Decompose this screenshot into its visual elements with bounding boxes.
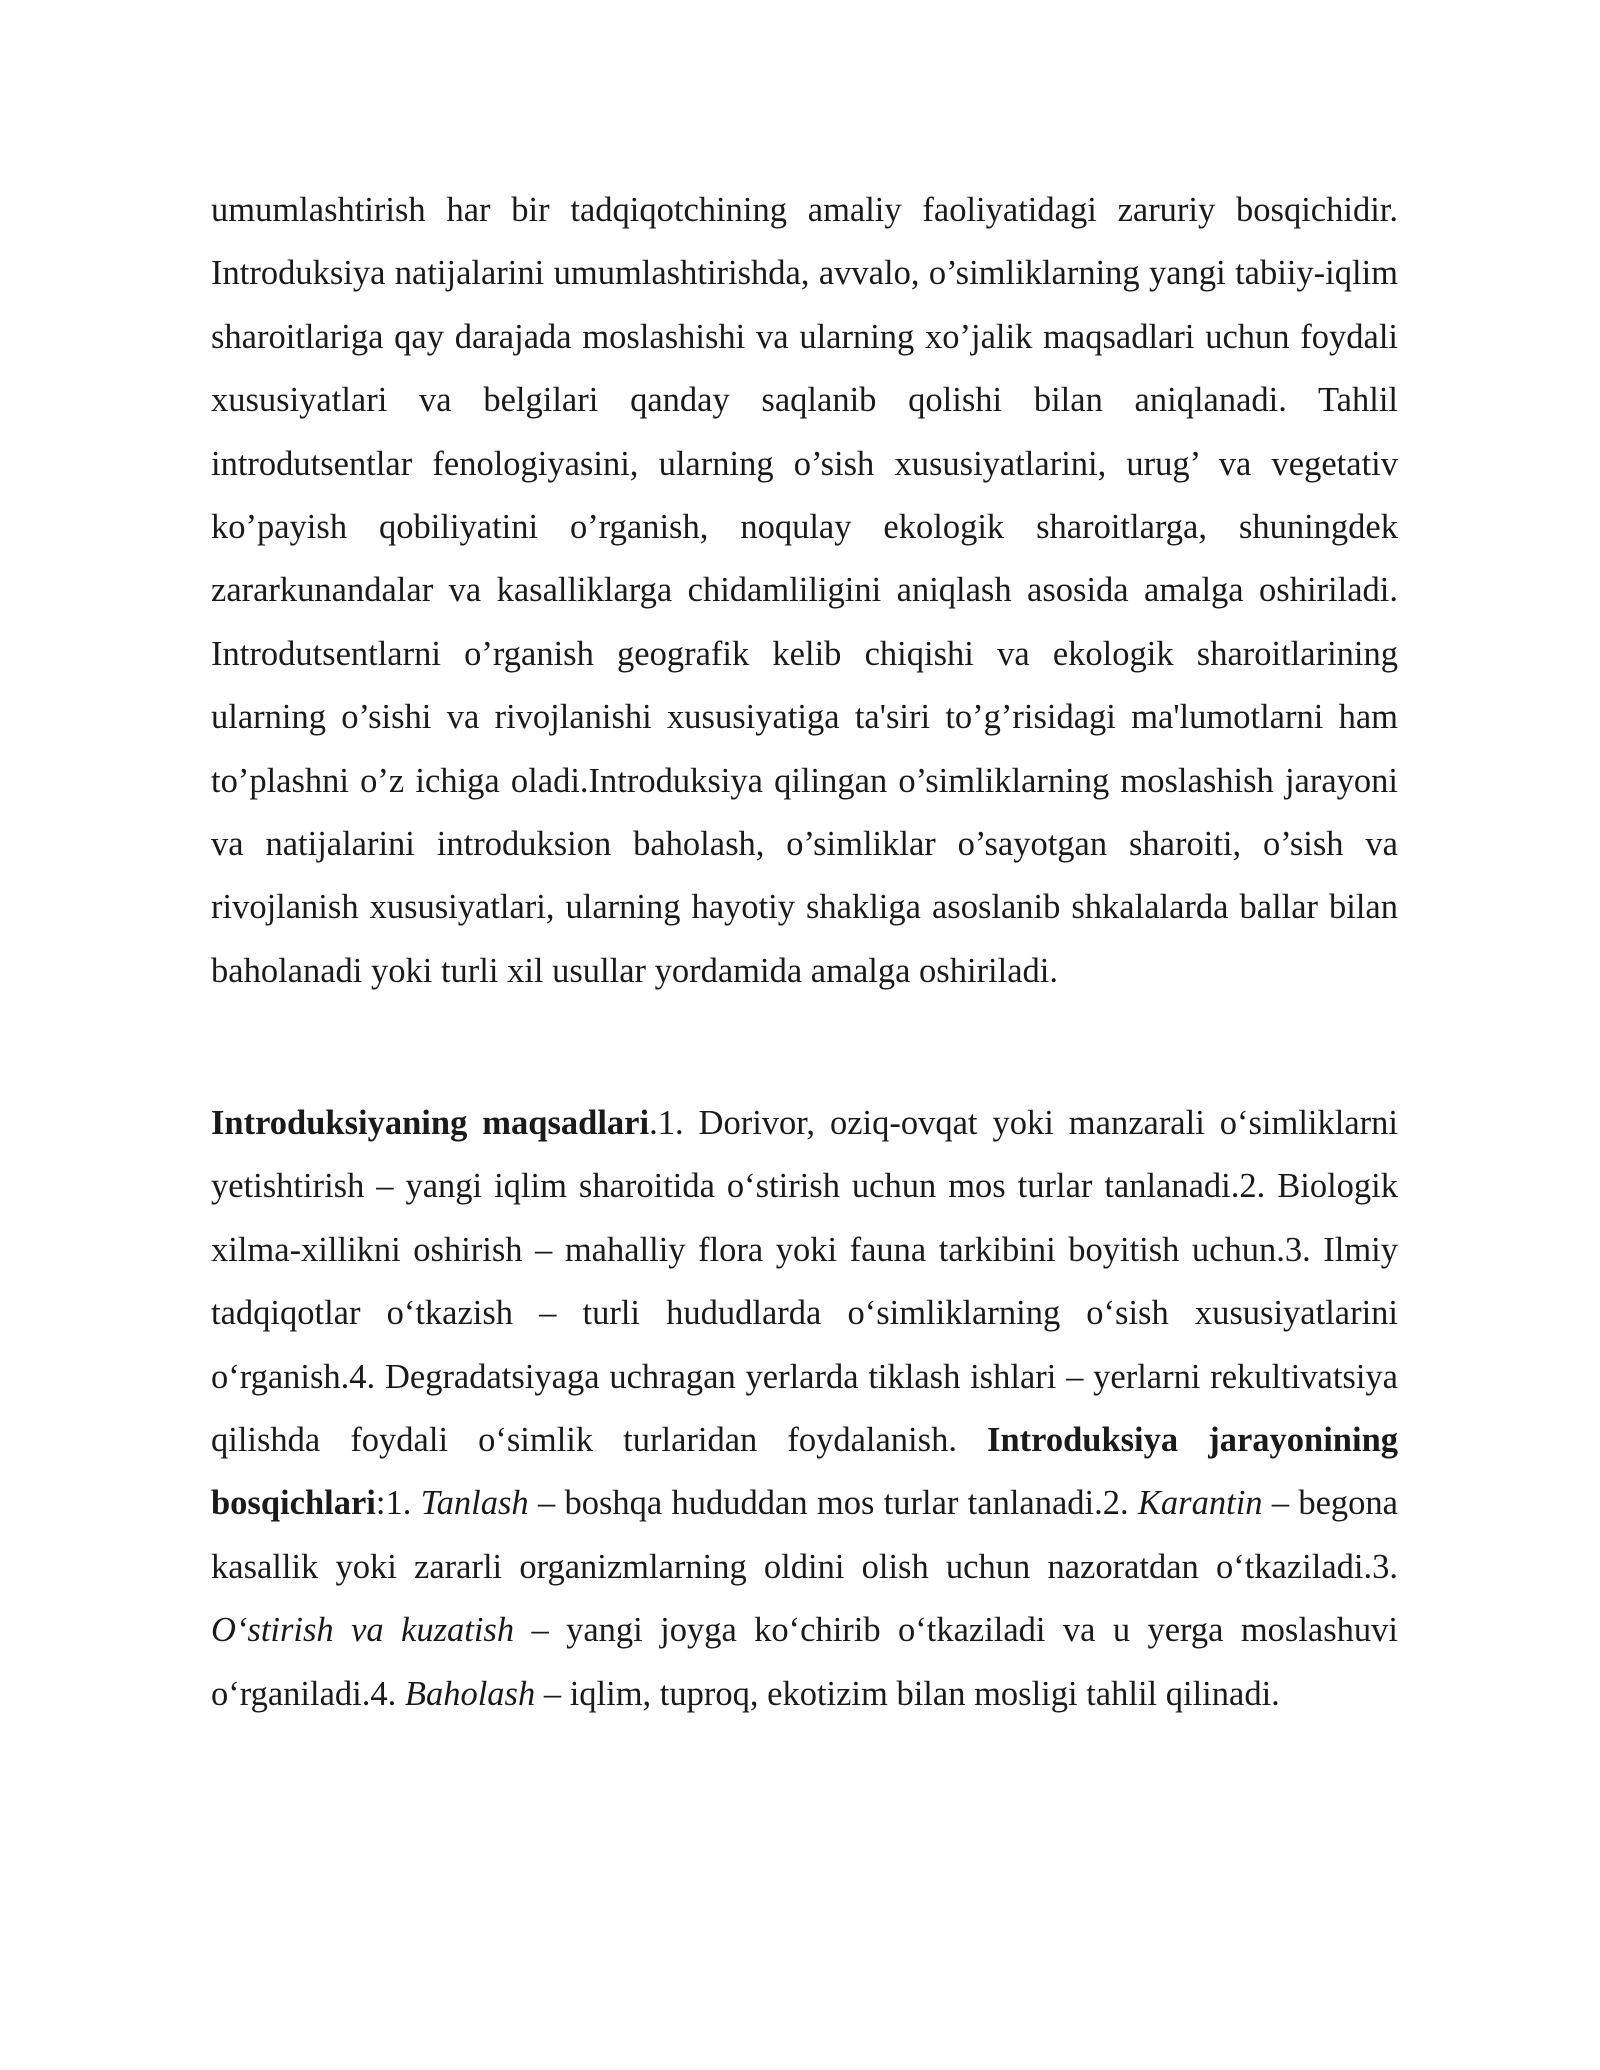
goals-heading: Introduksiyaning maqsadlari xyxy=(211,1104,650,1142)
paragraph-goals-and-stages xyxy=(211,1092,1398,1726)
stage1-prefix: :1. xyxy=(375,1484,421,1523)
goals-text: .1. Dorivor, oziq-ovqat yoki manzarali o‘simliklarni yetishtirish – yangi iqlim sharoitida o‘stirish uchun mos turlar tanlanadi.2. Biologik xilma-xillikni oshirish – mahalliy flora yoki fauna tarkibini boyitish uchun.3. Ilmiy tadqiqotlar o‘tkazish – turli hududlarda o‘simliklarning o‘sish xususiyatlarini o‘rganish.4. Degradatsiyaga uchragan yerlarda tiklash ishlari – yerlarni rekultivatsiya qilishda foydali o‘simlik turlaridan foydalanish. xyxy=(211,1104,1398,1460)
stage1-name: Tanlash xyxy=(420,1484,529,1523)
stages-heading: Introduksiya jarayonining bosqichlari xyxy=(211,1421,1398,1523)
stage3-name: O‘stirish va kuzatish xyxy=(211,1611,515,1650)
stage2-text: – begona kasallik yoki zararli organizmlarning oldini olish uchun nazoratdan o‘tkaziladi.3. xyxy=(211,1484,1398,1586)
stage1-text: – boshqa hududdan mos turlar tanlanadi.2. xyxy=(528,1484,1138,1523)
stage3-text: – yangi joyga ko‘chirib o‘tkaziladi va u yerga moslashuvi o‘rganiladi.4. xyxy=(211,1611,1398,1713)
stage4-text: – iqlim, tuproq, ekotizim bilan mosligi tahlil qilinadi. xyxy=(535,1674,1280,1713)
stage4-name: Baholash xyxy=(404,1674,536,1713)
paragraph-generalization: umumlashtirish har bir tadqiqotchining amaliy faoliyatidagi zaruriy bosqichidir. Introduksiya natijalarini umumlashtirishda, avvalo, o’simliklarning yangi tabiiy-iqlim sharoitlariga qay darajada moslashishi va ularning xo’jalik maqsadlari uchun foydali xususiyatlari va belgilari qanday saqlanib qolishi bilan aniqlanadi. Tahlil introdutsentlar fenologiyasini, ularning o’sish xususiyatlarini, urug’ va vegetativ ko’payish qobiliyatini o’rganish, noqulay ekologik sharoitlarga, shuningdek zararkunandalar va kasalliklarga chidamliligini aniqlash asosida amalga oshiriladi. Introdutsentlarni o’rganish geografik kelib chiqishi va ekologik sharoitlarining ularning o’sishi va rivojlanishi xususiyatiga ta'siri to’g’risidagi ma'lumotlarni ham to’plashni o’z ichiga oladi.Introduksiya qilingan o’simliklarning moslashish jarayoni va natijalarini introduksion baholash, o’simliklar o’sayotgan sharoiti, o’sish va rivojlanish xususiyatlari, ularning hayotiy shakliga asoslanib shkalalarda ballar bilan baholanadi yoki turli xil usullar yordamida amalga oshiriladi. xyxy=(211,191,1398,990)
stage2-name: Karantin xyxy=(1137,1484,1263,1523)
